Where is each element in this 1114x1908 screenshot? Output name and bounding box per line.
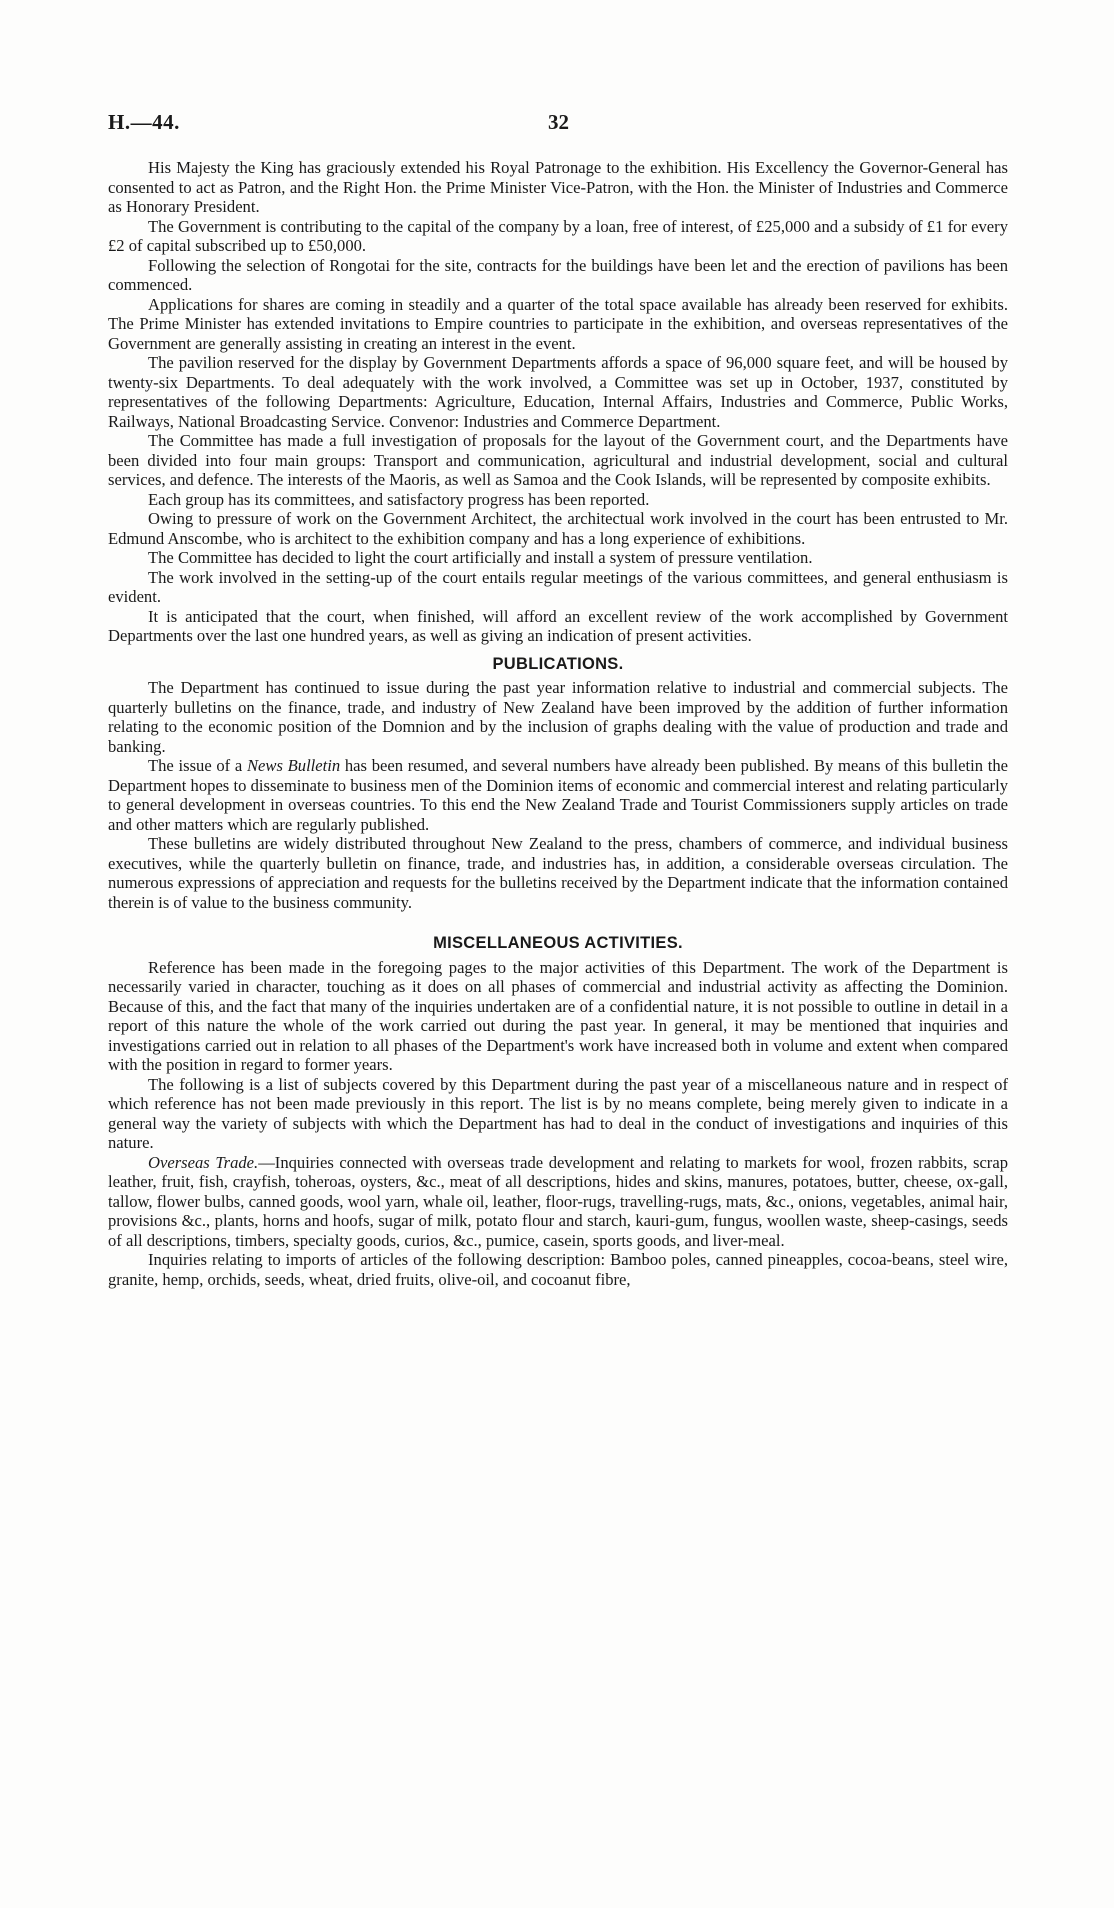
paragraph: Following the selection of Rongotai for the site, contracts for the buildings have been let and the erection of pavilions has been commenced. bbox=[108, 255, 1008, 294]
paragraph: Applications for shares are coming in steadily and a quarter of the total space available has already been reserved for exhibits. The Prime Minister has extended invitations to Empire countries to participate in the exhibition, and overseas representatives of the Government are generally assisting in creating an interest in the event. bbox=[108, 294, 1008, 353]
paragraph: It is anticipated that the court, when finished, will afford an excellent review of the work accomplished by Government Departments over the last one hundred years, as well as giving an indication of present activities. bbox=[108, 606, 1008, 645]
subheading-overseas-trade: Overseas Trade. bbox=[148, 1152, 259, 1172]
body-text bbox=[108, 158, 1008, 1289]
paragraph: The Committee has decided to light the court artificially and install a system of pressure ventilation. bbox=[148, 548, 813, 567]
section-heading-publications: PUBLICATIONS. bbox=[492, 654, 624, 673]
paragraph: The following is a list of subjects covered by this Department during the past year of a miscellaneous nature and in respect of which reference has not been made previously in this report. The list is by no means complete, being merely given to indicate in a general way the variety of subjects with which the Department has had to deal in the conduct of investigations and inquiries of this nature. bbox=[108, 1074, 1008, 1152]
paragraph: Reference has been made in the foregoing pages to the major activities of this Department. The work of the Department is necessarily varied in character, touching as it does on all phases of commercial and industrial activity as affecting the Dominion. Because of this, and the fact that many of the inquiries undertaken are of a confidential nature, it is not possible to outline in detail in a report of this nature the whole of the work carried out during the past year. In general, it may be mentioned that inquiries and investigations carried out in relation to all phases of the Department's work have increased both in volume and extent when compared with the position in regard to former years. bbox=[108, 957, 1008, 1074]
paragraph bbox=[108, 1153, 1008, 1251]
page-header bbox=[108, 110, 1008, 140]
text-run: The issue of a bbox=[148, 756, 247, 775]
paragraph: These bulletins are widely distributed throughout New Zealand to the press, chambers of commerce, and individual business executives, while the quarterly bulletin on finance, trade, and industries has, in addition, a considerable overseas circulation. The numerous expressions of appreciation and requests for the bulletins received by the Department indicate that the information contained therein is of value to the business community. bbox=[108, 834, 1008, 912]
paragraph: His Majesty the King has graciously extended his Royal Patronage to the exhibition. His Excellency the Governor-General has consented to act as Patron, and the Right Hon. the Prime Minister Vice-Patron, with the Hon. the Minister of Industries and Commerce as Honorary President. bbox=[108, 158, 1008, 216]
section-heading-miscellaneous: MISCELLANEOUS ACTIVITIES. bbox=[433, 934, 683, 952]
paragraph: Owing to pressure of work on the Government Architect, the architectual work involved in the court has been entrusted to Mr. Edmund Anscombe, who is architect to the exhibition company and has a long experience of exhibitions. bbox=[108, 509, 1008, 548]
paragraph bbox=[108, 756, 1008, 834]
paragraph: The pavilion reserved for the display by Government Departments affords a space of 96,000 square feet, and will be housed by twenty-six Departments. To deal adequately with the work involved, a Committee was set up in October, 1937, constituted by representatives of the following Departments: Agriculture, Education, Internal Affairs, Industries and Commerce, Public Works, Railways, National Broadcasting Service. Convenor: Industries and Commerce Department. bbox=[108, 353, 1008, 431]
paragraph: Inquiries relating to imports of articles of the following description: Bamboo poles, canned pineapples, cocoa-beans, steel wire, granite, hemp, orchids, seeds, wheat, dried fruits, olive-oil, and cocoanut fibre, bbox=[108, 1250, 1008, 1289]
paragraph: The Department has continued to issue during the past year information relative to industrial and commercial subjects. The quarterly bulletins on the finance, trade, and industry of New Zealand have been improved by the addition of further information relating to the economic position of the Domnion and by the inclusion of graphs dealing with the value of production and trade and banking. bbox=[108, 678, 1008, 756]
paragraph: The Government is contributing to the capital of the company by a loan, free of interest, of £25,000 and a subsidy of £1 for every £2 of capital subscribed up to £50,000. bbox=[108, 216, 1008, 255]
text-run: has been resumed, and several numbers have already been published. By means of this bulletin the Department hopes to disseminate to business men of the Dominion items of economic and commercial interest and relating particularly to general development in overseas countries. To this end the New Zealand Trade and Tourist Commissioners supply articles on trade and other matters which are regularly published. bbox=[108, 756, 1008, 834]
paragraph: The work involved in the setting-up of the court entails regular meetings of the various committees, and general enthusiasm is evident. bbox=[108, 567, 1008, 606]
document-reference: H.—44. bbox=[108, 110, 180, 134]
bulletin-title: News Bulletin bbox=[246, 756, 341, 775]
page-number: 32 bbox=[548, 110, 569, 134]
paragraph: The Committee has made a full investigation of proposals for the layout of the Government court, and the Departments have been divided into four main groups: Transport and communication, agricultural and industrial development, social and cultural services, and defence. The interests of the Maoris, as well as Samoa and the Cook Islands, will be represented by composite exhibits. bbox=[108, 431, 1008, 489]
text-run: —Inquiries connected with overseas trade development and relating to markets for wool, frozen rabbits, scrap leather, fruit, fish, crayfish, toheroas, oysters, &c., meat of all descriptions, hides and skins, manures, potatoes, butter, cheese, ox-gall, tallow, flower bulbs, canned goods, wool yarn, whale oil, leather, floor-rugs, travelling-rugs, mats, &c., onions, vegetables, animal hair, provisions &c., plants, horns and hoofs, sugar of milk, potato flour and starch, kauri-gum, fungus, woollen waste, sheep-casings, seeds of all descriptions, timbers, specialty goods, curios, &c., pumice, casein, sports goods, and liver-meal. bbox=[108, 1152, 1008, 1250]
paragraph: Each group has its committees, and satisfactory progress has been reported. bbox=[148, 489, 650, 509]
